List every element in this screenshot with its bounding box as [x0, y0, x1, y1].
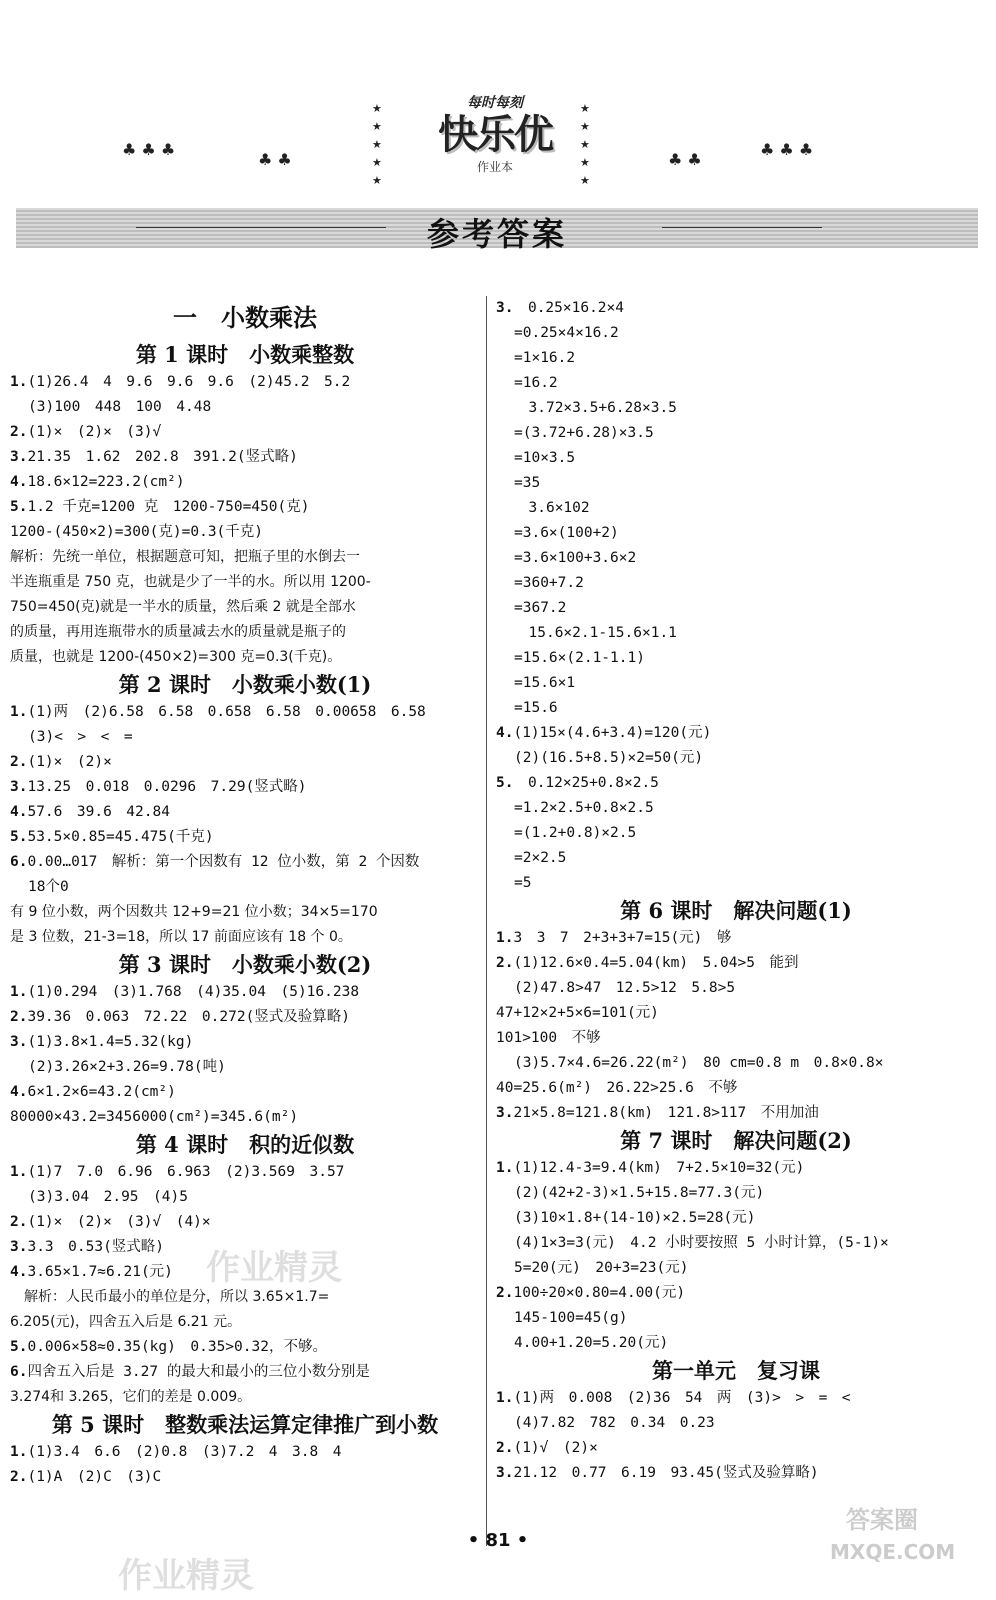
- question-number: 3.: [10, 1034, 28, 1050]
- answer-text: 3.274和 3.265，它们的差是 0.009。: [10, 1389, 252, 1405]
- answer-line: [10, 700, 480, 725]
- question-number: 4.: [10, 474, 28, 490]
- answer-text: 0.12×25+0.8×2.5: [513, 775, 659, 791]
- answer-text: =367.2: [514, 600, 567, 616]
- answer-text: 5=20(元) 20+3=23(元): [514, 1260, 689, 1276]
- answer-line: [496, 846, 976, 871]
- answer-text: 是 3 位数，21-3=18，所以 17 前面应该有 18 个 0。: [10, 929, 352, 945]
- watermark: 作业精灵: [118, 1556, 254, 1596]
- answer-line: [10, 875, 480, 900]
- answer-line: [10, 1105, 480, 1130]
- lesson-heading: 第 6 课时 解决问题(1): [620, 898, 852, 923]
- answer-text: =3.6×(100+2): [514, 525, 619, 541]
- answer-text: (3)10×1.8+(14-10)×2.5=28(元): [514, 1210, 756, 1226]
- question-number: 5.: [10, 1339, 28, 1355]
- answer-text: 半连瓶重是 750 克，也就是少了一半的水。所以用 1200-: [10, 574, 371, 590]
- answer-text: (1)7 7.0 6.96 6.963 (2)3.569 3.57: [27, 1164, 345, 1180]
- answer-line: [496, 521, 976, 546]
- answer-line: [496, 1156, 976, 1181]
- page-number: • 81 •: [467, 1530, 529, 1551]
- answer-line: [496, 1256, 976, 1281]
- answer-line: [10, 1440, 480, 1465]
- question-number: 4.: [10, 1264, 28, 1280]
- answer-line: [10, 420, 480, 445]
- answer-text: 6×1.2×6=43.2(cm²): [27, 1084, 176, 1100]
- lesson-heading: 第 5 课时 整数乘法运算定律推广到小数: [51, 1412, 439, 1437]
- answer-text: (1)0.294 (3)1.768 (4)35.04 (5)16.238: [27, 984, 360, 1000]
- answer-text: (3)< > < =: [28, 729, 133, 745]
- answer-text: 57.6 39.6 42.84: [27, 804, 170, 820]
- column-divider: [486, 296, 487, 1546]
- answer-line: [10, 1080, 480, 1105]
- answer-line: [496, 496, 976, 521]
- answer-text: (1)15×(4.6+3.4)=120(元): [513, 725, 712, 741]
- answer-line: [496, 546, 976, 571]
- answer-line: [10, 1335, 480, 1360]
- answer-text: =1.2×2.5+0.8×2.5: [514, 800, 654, 816]
- answer-line: [496, 321, 976, 346]
- answer-text: 145-100=45(g): [514, 1310, 628, 1326]
- sprout-icon: ♣ ♣: [668, 150, 702, 169]
- answer-line: [496, 621, 976, 646]
- answer-line: [496, 421, 976, 446]
- answer-line: [10, 1465, 480, 1490]
- question-number: 5.: [10, 829, 28, 845]
- question-number: 3.: [10, 779, 28, 795]
- answer-text: (1)3.8×1.4=5.32(kg): [27, 1034, 194, 1050]
- answer-text: 3.6×102: [514, 500, 590, 516]
- answer-line: [10, 775, 480, 800]
- answer-text: 80000×43.2=3456000(cm²)=345.6(m²): [10, 1109, 299, 1125]
- answer-text: 0.006×58≈0.35(kg) 0.35>0.32，不够。: [27, 1339, 327, 1355]
- answer-text: =360+7.2: [514, 575, 584, 591]
- explanation-line: [10, 1385, 480, 1410]
- answer-text: (3)5.7×4.6=26.22(m²) 80 cm=0.8 m 0.8×0.8×: [514, 1055, 884, 1071]
- answer-text: (1)3.4 6.6 (2)0.8 (3)7.2 4 3.8 4: [27, 1444, 342, 1460]
- answer-text: (1)两 (2)6.58 6.58 0.658 6.58 0.00658 6.58: [27, 704, 426, 720]
- answer-text: =2×2.5: [514, 850, 567, 866]
- question-number: 3.: [10, 1239, 28, 1255]
- question-number: 2.: [496, 1285, 514, 1301]
- answer-text: 质量，也就是 1200-(450×2)=300 克=0.3(千克)。: [10, 649, 342, 665]
- question-number: 2.: [10, 1214, 28, 1230]
- answer-line: [496, 821, 976, 846]
- answer-line: [10, 1005, 480, 1030]
- sprout-icon: ♣ ♣ ♣: [122, 140, 176, 159]
- answer-line: [496, 951, 976, 976]
- answer-text: 15.6×2.1-15.6×1.1: [514, 625, 677, 641]
- question-number: 1.: [10, 1444, 28, 1460]
- answer-line: [10, 1185, 480, 1210]
- answer-text: =10×3.5: [514, 450, 576, 466]
- answer-text: 750=450(克)就是一半水的质量，然后乘 2 就是全部水: [10, 599, 356, 615]
- answer-text: =16.2: [514, 375, 558, 391]
- answer-line: [496, 1411, 976, 1436]
- lesson-heading: 第 3 课时 小数乘小数(2): [118, 952, 372, 977]
- question-number: 1.: [496, 1160, 514, 1176]
- question-number: 2.: [496, 955, 514, 971]
- question-number: 1.: [10, 704, 28, 720]
- question-number: 3.: [496, 1105, 514, 1121]
- answer-text: =15.6: [514, 700, 558, 716]
- answer-text: 四舍五入后是 3.27 的最大和最小的三位小数分别是: [27, 1364, 370, 1380]
- explanation-line: [10, 570, 480, 595]
- answer-text: 1200-(450×2)=300(克)=0.3(千克): [10, 524, 264, 540]
- explanation-line: [10, 1310, 480, 1335]
- answer-text: (4)1×3=3(元) 4.2 小时要按照 5 小时计算，(5-1)×: [514, 1235, 889, 1251]
- answer-line: [10, 470, 480, 495]
- answer-text: 的质量，再用连瓶带水的质量减去水的质量就是瓶子的: [10, 624, 346, 640]
- explanation-line: [10, 595, 480, 620]
- answer-line: [10, 800, 480, 825]
- left-column: [10, 296, 480, 1490]
- sprout-icon: ♣ ♣: [258, 150, 292, 169]
- answer-line: [496, 1001, 976, 1026]
- question-number: 1.: [496, 930, 514, 946]
- answer-line: [10, 1030, 480, 1055]
- question-number: 1.: [496, 1390, 514, 1406]
- answer-line: [10, 1360, 480, 1385]
- answer-line: [496, 721, 976, 746]
- star-arc-right-icon: ★ ★ ★ ★ ★: [580, 102, 590, 187]
- answer-line: [10, 1055, 480, 1080]
- answer-text: (3)100 448 100 4.48: [28, 399, 212, 415]
- answer-text: (2)(42+2-3)×1.5+15.8=77.3(元): [514, 1185, 765, 1201]
- answer-line: [496, 696, 976, 721]
- answer-text: (1)× (2)× (3)√ (4)×: [27, 1214, 211, 1230]
- answer-line: [496, 1306, 976, 1331]
- answer-line: [496, 796, 976, 821]
- answer-text: =1×16.2: [514, 350, 576, 366]
- answer-text: 21×5.8=121.8(km) 121.8>117 不用加油: [513, 1105, 819, 1121]
- answer-text: (1)12.6×0.4=5.04(km) 5.04>5 能到: [513, 955, 799, 971]
- question-number: 4.: [10, 804, 28, 820]
- answer-text: =5: [514, 875, 532, 891]
- question-number: 2.: [10, 754, 28, 770]
- lesson-heading: 第 7 课时 解决问题(2): [620, 1128, 852, 1153]
- question-number: 6.: [10, 1364, 28, 1380]
- answer-text: 40=25.6(m²) 26.22>25.6 不够: [496, 1080, 738, 1096]
- answer-text: 0.25×16.2×4: [513, 300, 624, 316]
- answer-line: [496, 571, 976, 596]
- lesson-heading: 第 2 课时 小数乘小数(1): [118, 672, 372, 697]
- logo: [420, 92, 570, 192]
- answer-text: (1)26.4 4 9.6 9.6 9.6 (2)45.2 5.2: [27, 374, 351, 390]
- answer-line: [10, 495, 480, 520]
- lesson-heading: 第一单元 复习课: [652, 1358, 820, 1383]
- answer-text: 39.36 0.063 72.22 0.272(竖式及验算略): [27, 1009, 351, 1025]
- explanation-line: [10, 545, 480, 570]
- answer-text: =3.6×100+3.6×2: [514, 550, 637, 566]
- watermark: 作业精灵: [206, 1248, 342, 1288]
- answer-line: [496, 646, 976, 671]
- answer-line: [10, 980, 480, 1005]
- answer-line: [496, 471, 976, 496]
- question-number: 2.: [496, 1440, 514, 1456]
- answer-text: 3 3 7 2+3+3+7=15(元) 够: [513, 930, 732, 946]
- question-number: 6.: [10, 854, 28, 870]
- answer-text: (1)A (2)C (3)C: [27, 1469, 162, 1485]
- answer-text: 3.3 0.53(竖式略): [27, 1239, 165, 1255]
- answer-line: [496, 296, 976, 321]
- question-number: 3.: [496, 1465, 514, 1481]
- answer-line: [10, 750, 480, 775]
- answer-line: [496, 371, 976, 396]
- answer-line: [496, 1026, 976, 1051]
- answer-text: 解析：人民币最小的单位是分，所以 3.65×1.7=: [10, 1289, 330, 1305]
- answer-text: 100÷20×0.80=4.00(元): [513, 1285, 686, 1301]
- answer-text: (4)7.82 782 0.34 0.23: [514, 1415, 715, 1431]
- answer-line: [496, 1386, 976, 1411]
- answer-line: [496, 1281, 976, 1306]
- answer-text: =0.25×4×16.2: [514, 325, 619, 341]
- lesson-heading: 第 4 课时 积的近似数: [135, 1132, 355, 1157]
- answer-line: [10, 395, 480, 420]
- logo-main-text: 快乐优: [438, 112, 552, 158]
- star-arc-left-icon: ★ ★ ★ ★ ★: [372, 102, 382, 187]
- question-number: 3.: [10, 449, 28, 465]
- answer-text: (3)3.04 2.95 (4)5: [28, 1189, 188, 1205]
- answer-line: [10, 825, 480, 850]
- answer-text: 有 9 位小数，两个因数共 12+9=21 位小数；34×5=170: [10, 904, 378, 920]
- answer-text: (2)47.8>47 12.5>12 5.8>5: [514, 980, 736, 996]
- answer-line: [496, 1231, 976, 1256]
- answer-text: (1)× (2)× (3)√: [27, 424, 162, 440]
- answer-line: [10, 1160, 480, 1185]
- answer-text: 101>100 不够: [496, 1030, 601, 1046]
- answer-line: [496, 1436, 976, 1461]
- answer-line: [496, 746, 976, 771]
- answer-text: 18个0: [28, 879, 69, 895]
- answer-text: =(1.2+0.8)×2.5: [514, 825, 637, 841]
- question-number: 5.: [496, 775, 514, 791]
- answer-text: 13.25 0.018 0.0296 7.29(竖式略): [27, 779, 307, 795]
- question-number: 1.: [10, 374, 28, 390]
- question-number: 4.: [10, 1084, 28, 1100]
- answer-text: (1)× (2)×: [27, 754, 112, 770]
- answer-text: 4.00+1.20=5.20(元): [514, 1335, 669, 1351]
- answer-line: [10, 370, 480, 395]
- explanation-line: [10, 620, 480, 645]
- answer-text: 3.65×1.7≈6.21(元): [27, 1264, 173, 1280]
- answer-text: 47+12×2+5×6=101(元): [496, 1005, 659, 1021]
- logo-top-text: 每时每刻: [467, 95, 523, 111]
- answer-text: 解析：先统一单位，根据题意可知，把瓶子里的水倒去一: [10, 549, 360, 565]
- explanation-line: [10, 900, 480, 925]
- answer-line: [496, 871, 976, 896]
- answer-text: 18.6×12=223.2(cm²): [27, 474, 185, 490]
- answer-text: (1)√ (2)×: [513, 1440, 598, 1456]
- answer-line: [496, 1051, 976, 1076]
- page-title: 参考答案: [426, 215, 567, 253]
- answer-text: (2)3.26×2+3.26=9.78(吨): [28, 1059, 226, 1075]
- answer-text: =(3.72+6.28)×3.5: [514, 425, 654, 441]
- answer-line: [496, 1461, 976, 1486]
- header-banner: [0, 0, 996, 260]
- answer-text: (2)(16.5+8.5)×2=50(元): [514, 750, 704, 766]
- answer-text: =35: [514, 475, 541, 491]
- watermark-url: MXQE.COM: [830, 1540, 956, 1564]
- explanation-line: [10, 925, 480, 950]
- question-number: 4.: [496, 725, 514, 741]
- explanation-line: [10, 645, 480, 670]
- answer-text: 21.12 0.77 6.19 93.45(竖式及验算略): [513, 1465, 819, 1481]
- answer-line: [496, 771, 976, 796]
- answer-line: [496, 446, 976, 471]
- answer-text: 6.205(元)，四舍五入后是 6.21 元。: [10, 1314, 242, 1330]
- logo-sub-text: 作业本: [476, 160, 513, 174]
- answer-line: [496, 346, 976, 371]
- answer-line: [10, 445, 480, 470]
- answer-text: =15.6×(2.1-1.1): [514, 650, 645, 666]
- answer-line: [496, 1206, 976, 1231]
- question-number: 3.: [496, 300, 514, 316]
- question-number: 1.: [10, 1164, 28, 1180]
- answer-text: (1)12.4-3=9.4(km) 7+2.5×10=32(元): [513, 1160, 805, 1176]
- question-number: 5.: [10, 499, 28, 515]
- sprout-icon: ♣ ♣ ♣: [760, 140, 814, 159]
- answer-line: [496, 976, 976, 1001]
- title-bar: [16, 208, 978, 253]
- answer-line: [496, 671, 976, 696]
- watermark-logo: 答案圈: [846, 1506, 918, 1534]
- answer-text: 21.35 1.62 202.8 391.2(竖式略): [27, 449, 298, 465]
- answer-line: [496, 596, 976, 621]
- lesson-heading: 第 1 课时 小数乘整数: [135, 342, 355, 367]
- answer-line: [10, 1210, 480, 1235]
- answer-line: [496, 396, 976, 421]
- answer-line: [10, 520, 480, 545]
- answer-line: [10, 850, 480, 875]
- question-number: 2.: [10, 424, 28, 440]
- question-number: 1.: [10, 984, 28, 1000]
- answer-line: [496, 1101, 976, 1126]
- answer-text: 3.72×3.5+6.28×3.5: [514, 400, 677, 416]
- answer-text: =15.6×1: [514, 675, 576, 691]
- right-column: [496, 296, 976, 1486]
- answer-line: [496, 1181, 976, 1206]
- question-number: 2.: [10, 1469, 28, 1485]
- question-number: 2.: [10, 1009, 28, 1025]
- answer-text: 0.00…017 解析：第一个因数有 12 位小数，第 2 个因数: [27, 854, 420, 870]
- section-heading: 一 小数乘法: [173, 303, 317, 332]
- answer-line: [496, 1076, 976, 1101]
- answer-line: [496, 1331, 976, 1356]
- answer-text: 53.5×0.85=45.475(千克): [27, 829, 214, 845]
- answer-text: 1.2 千克=1200 克 1200-750=450(克): [27, 499, 310, 515]
- answer-text: (1)两 0.008 (2)36 54 两 (3)> > = <: [513, 1390, 851, 1406]
- answer-line: [10, 725, 480, 750]
- answer-line: [496, 926, 976, 951]
